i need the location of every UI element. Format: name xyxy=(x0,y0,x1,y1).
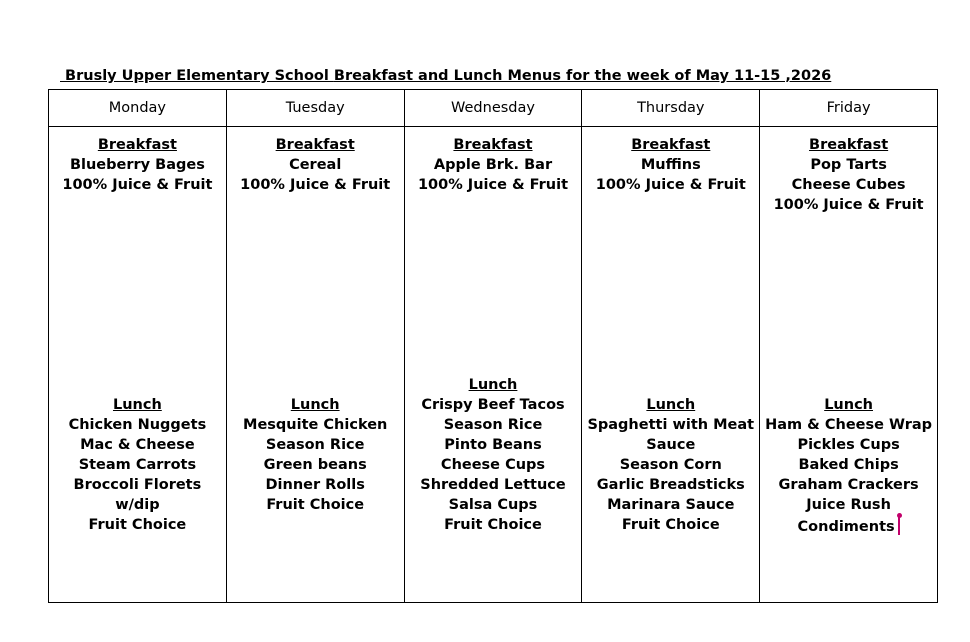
menu-item: Apple Brk. Bar xyxy=(433,157,553,173)
menu-item: Sauce xyxy=(646,437,696,453)
menu-item: Graham Crackers xyxy=(778,477,919,493)
page-title xyxy=(60,66,831,86)
breakfast-block xyxy=(227,135,404,195)
lunch-block xyxy=(49,395,226,535)
breakfast-heading: Breakfast xyxy=(631,137,711,153)
menu-table xyxy=(48,89,938,603)
menu-cell-monday xyxy=(49,127,227,603)
menu-cell-wednesday xyxy=(404,127,582,603)
menu-item: Fruit Choice xyxy=(88,517,187,533)
menu-item: Mesquite Chicken xyxy=(243,417,388,433)
day-header-wednesday: Wednesday xyxy=(404,90,582,127)
breakfast-block xyxy=(760,135,937,215)
menu-item: Cereal xyxy=(289,157,342,173)
menu-item: Juice Rush xyxy=(806,497,891,513)
menu-item-text: Condiments xyxy=(797,519,895,535)
menu-item-last xyxy=(760,515,937,537)
lunch-block xyxy=(227,395,404,515)
day-header-friday: Friday xyxy=(760,90,938,127)
breakfast-heading: Breakfast xyxy=(809,137,889,153)
day-header-monday: Monday xyxy=(49,90,227,127)
breakfast-block xyxy=(405,135,582,195)
menu-item: Pinto Beans xyxy=(444,437,542,453)
menu-item: Ham & Cheese Wrap xyxy=(765,417,933,433)
menu-item: 100% Juice & Fruit xyxy=(240,177,391,193)
menu-item: Crispy Beef Tacos xyxy=(421,397,565,413)
menu-cell-friday xyxy=(760,127,938,603)
lunch-heading: Lunch xyxy=(646,397,696,413)
menu-item: Marinara Sauce xyxy=(607,497,735,513)
menu-row xyxy=(49,127,938,603)
breakfast-block xyxy=(49,135,226,195)
menu-item: Season Rice xyxy=(265,437,365,453)
menu-item: Baked Chips xyxy=(798,457,899,473)
day-header-thursday: Thursday xyxy=(582,90,760,127)
breakfast-heading: Breakfast xyxy=(97,137,177,153)
menu-item: 100% Juice & Fruit xyxy=(62,177,213,193)
text-cursor-icon xyxy=(898,515,900,535)
menu-item: Pop Tarts xyxy=(810,157,887,173)
menu-item: Shredded Lettuce xyxy=(420,477,566,493)
menu-item: 100% Juice & Fruit xyxy=(417,177,569,193)
menu-item: Chicken Nuggets xyxy=(68,417,207,433)
menu-item: Spaghetti with Meat xyxy=(587,417,755,433)
title-school: Brusly Upper Elementary School xyxy=(60,68,334,84)
menu-item: Green beans xyxy=(263,457,367,473)
menu-item: Broccoli Florets xyxy=(73,477,202,493)
menu-item: Mac & Cheese xyxy=(80,437,195,453)
menu-cell-thursday xyxy=(582,127,760,603)
menu-item: 100% Juice & Fruit xyxy=(773,197,924,213)
menu-item: Fruit Choice xyxy=(444,517,542,533)
day-header-tuesday: Tuesday xyxy=(226,90,404,127)
menu-item: Fruit Choice xyxy=(266,497,365,513)
lunch-block xyxy=(405,375,582,535)
menu-item: 100% Juice & Fruit xyxy=(595,177,746,193)
menu-item: Pickles Cups xyxy=(797,437,900,453)
lunch-heading: Lunch xyxy=(468,377,518,393)
menu-item: Season Rice xyxy=(443,417,543,433)
title-week: Breakfast and Lunch Menus for the week of May 11-15 ,2026 xyxy=(333,68,832,84)
menu-item: Garlic Breadsticks xyxy=(596,477,745,493)
lunch-heading: Lunch xyxy=(824,397,873,413)
menu-item: Muffins xyxy=(640,157,701,173)
menu-item: w/dip xyxy=(115,497,160,513)
menu-item: Season Corn xyxy=(619,457,722,473)
lunch-block xyxy=(760,395,937,537)
menu-item: Cheese Cubes xyxy=(791,177,906,193)
lunch-heading: Lunch xyxy=(290,397,340,413)
menu-item: Blueberry Bages xyxy=(69,157,205,173)
lunch-heading: Lunch xyxy=(112,397,162,413)
menu-cell-tuesday xyxy=(226,127,404,603)
breakfast-block xyxy=(582,135,759,195)
menu-item: Fruit Choice xyxy=(621,517,720,533)
breakfast-heading: Breakfast xyxy=(275,137,355,153)
menu-item: Salsa Cups xyxy=(448,497,538,513)
lunch-block xyxy=(582,395,759,535)
day-header-row xyxy=(49,90,938,127)
menu-item: Cheese Cups xyxy=(440,457,546,473)
menu-item: Dinner Rolls xyxy=(265,477,365,493)
breakfast-heading: Breakfast xyxy=(453,137,533,153)
menu-item: Steam Carrots xyxy=(78,457,197,473)
